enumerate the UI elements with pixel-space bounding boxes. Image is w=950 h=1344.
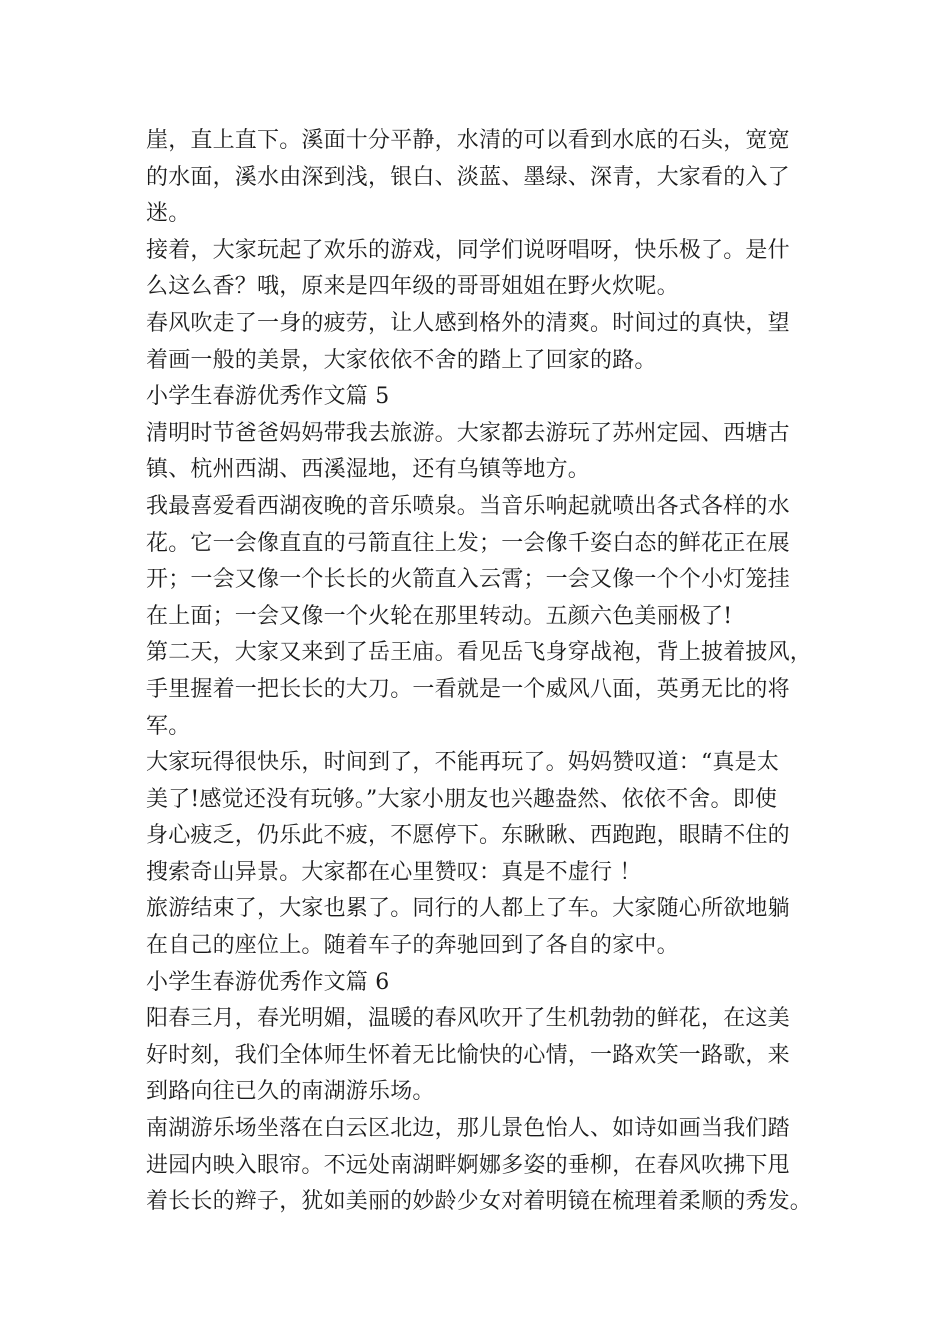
text-line: 接着，大家玩起了欢乐的游戏，同学们说呀唱呀，快乐极了。是什 xyxy=(146,237,790,263)
text-line: 么这么香？哦，原来是四年级的哥哥姐姐在野火炊呢。 xyxy=(146,274,679,300)
text-line: 大家玩得很快乐，时间到了，不能再玩了。妈妈赞叹道：“真是太 xyxy=(146,750,780,776)
text-line: 军。 xyxy=(146,713,191,739)
text-line: 阳春三月，春光明媚，温暖的春风吹开了生机勃勃的鲜花，在这美 xyxy=(146,1006,790,1032)
text-line: 旅游结束了，大家也累了。同行的人都上了车。大家随心所欲地躺 xyxy=(146,896,790,922)
text-line: 身心疲乏，仍乐此不疲，不愿停下。东瞅瞅、西跑跑，眼睛不住的 xyxy=(146,823,790,849)
document-body xyxy=(146,123,836,1221)
text-line: 在自己的座位上。随着车子的奔驰回到了各自的家中。 xyxy=(146,933,679,959)
text-line: 第二天，大家又来到了岳王庙。看见岳飞身穿战袍，背上披着披风， xyxy=(146,640,813,666)
text-line: 美了!感觉还没有玩够。”大家小朋友也兴趣盎然、依依不舍。即使 xyxy=(146,786,778,812)
section-heading: 小学生春游优秀作文篇 5 xyxy=(146,384,390,410)
text-line: 镇、杭州西湖、西溪湿地，还有乌镇等地方。 xyxy=(146,457,591,483)
text-line: 进园内映入眼帘。不远处南湖畔婀娜多姿的垂柳，在春风吹拂下甩 xyxy=(146,1152,790,1178)
text-line: 着长长的辫子，犹如美丽的妙龄少女对着明镜在梳理着柔顺的秀发。 xyxy=(146,1189,813,1215)
text-line: 手里握着一把长长的大刀。一看就是一个威风八面，英勇无比的将 xyxy=(146,676,790,702)
text-line: 到路向往已久的南湖游乐场。 xyxy=(146,1079,435,1105)
text-line: 我最喜爱看西湖夜晚的音乐喷泉。当音乐响起就喷出各式各样的水 xyxy=(146,493,790,519)
text-line: 崖，直上直下。溪面十分平静，水清的可以看到水底的石头，宽宽 xyxy=(146,128,790,153)
text-line: 的水面，溪水由深到浅，银白、淡蓝、墨绿、深青，大家看的入了 xyxy=(146,164,790,190)
text-line: 花。它一会像直直的弓箭直往上发；一会像千姿白态的鲜花正在展 xyxy=(146,530,790,556)
text-line: 在上面；一会又像一个火轮在那里转动。五颜六色美丽极了! xyxy=(146,603,733,629)
text-line: 好时刻，我们全体师生怀着无比愉快的心情，一路欢笑一路歌，来 xyxy=(146,1042,790,1068)
section-heading: 小学生春游优秀作文篇 6 xyxy=(146,969,390,995)
text-line: 清明时节爸爸妈妈带我去旅游。大家都去游玩了苏州定园、西塘古 xyxy=(146,420,790,446)
text-line: 春风吹走了一身的疲劳，让人感到格外的清爽。时间过的真快，望 xyxy=(146,310,790,336)
text-line: 着画一般的美景，大家依依不舍的踏上了回家的路。 xyxy=(146,347,657,373)
text-line: 南湖游乐场坐落在白云区北边，那儿景色怡人、如诗如画当我们踏 xyxy=(146,1116,790,1142)
text-line: 搜索奇山异景。大家都在心里赞叹：真是不虚行 ！ xyxy=(146,859,642,885)
text-line: 开；一会又像一个长长的火箭直入云霄；一会又像一个个小灯笼挂 xyxy=(146,567,790,593)
text-line: 迷。 xyxy=(146,201,191,227)
